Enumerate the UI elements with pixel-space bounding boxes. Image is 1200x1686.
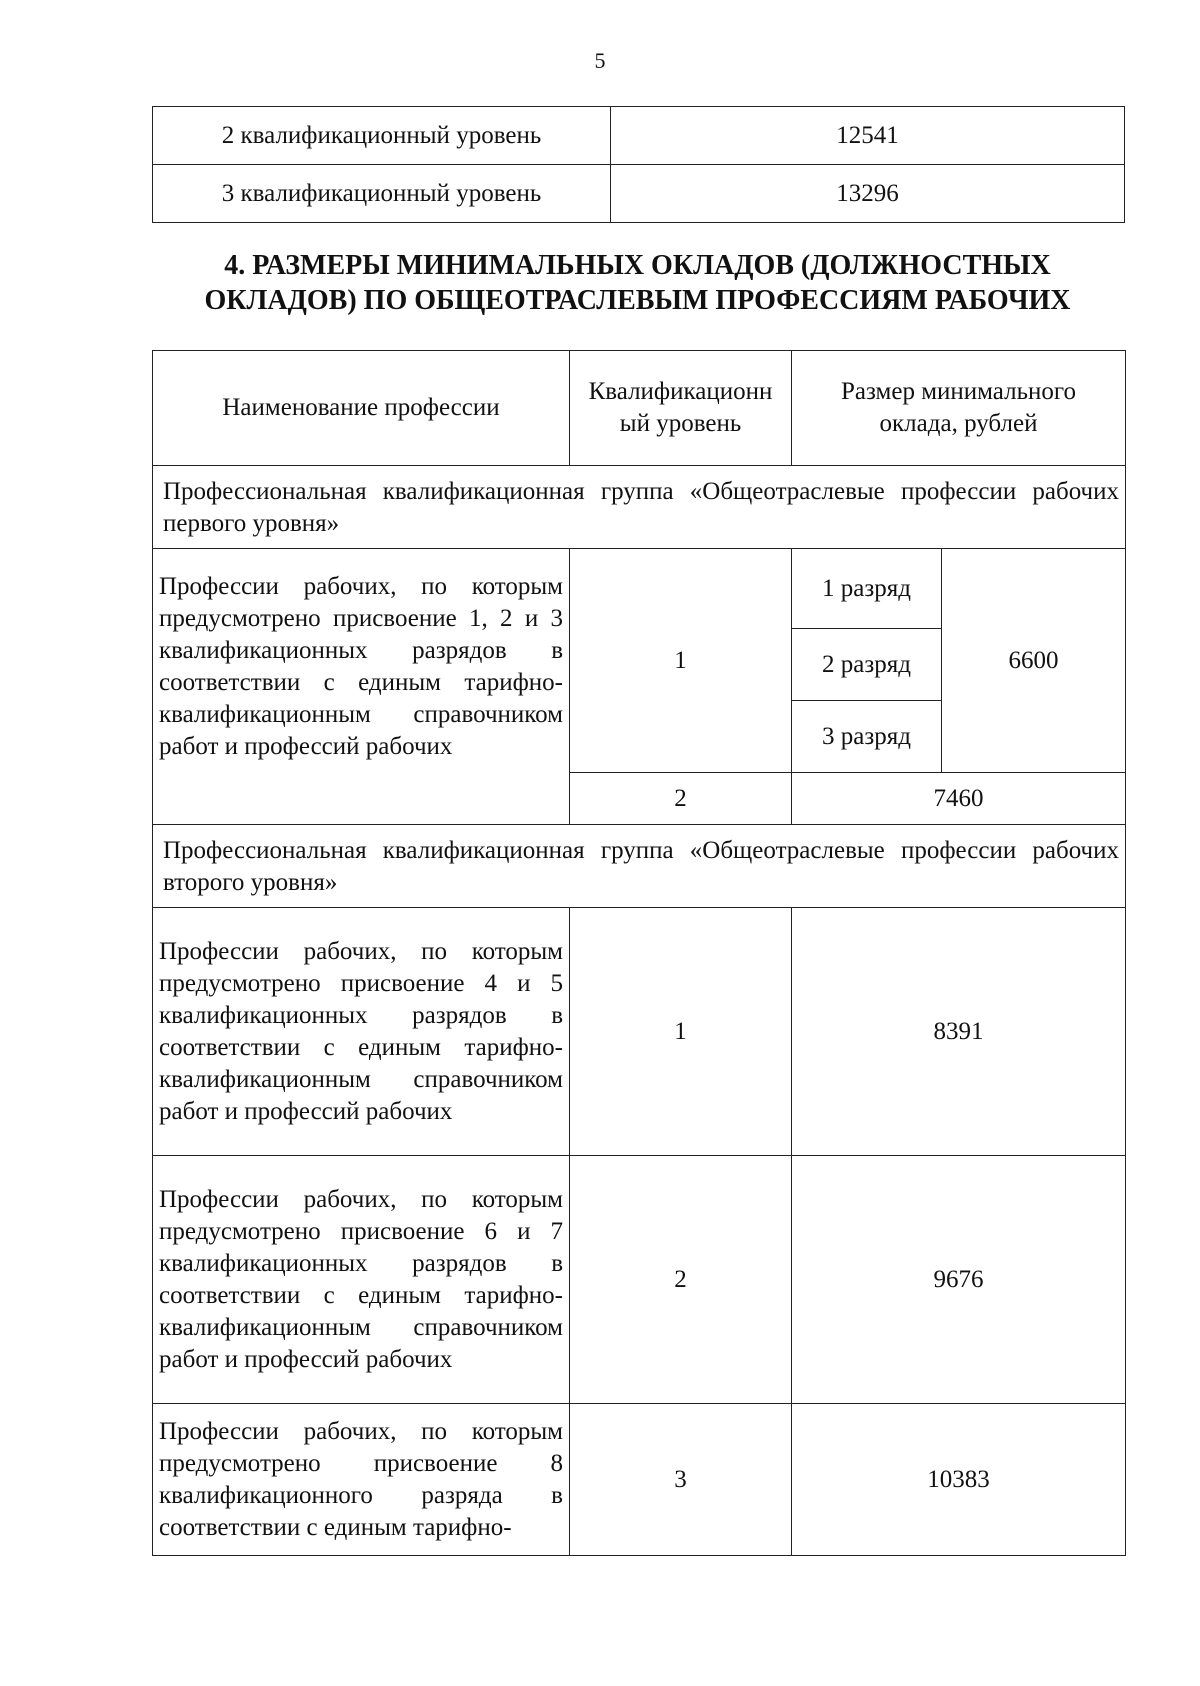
qualification-level: 2 [570, 1156, 792, 1404]
workers-salary-table [152, 350, 1126, 1556]
group-title: Профессиональная квалификационная группа «Общеотраслевые профессии рабочих второго уровня» [153, 825, 1126, 908]
group-title-row [153, 466, 1126, 549]
table-row [153, 107, 1125, 165]
salary-value: 7460 [792, 773, 1126, 825]
level-label: 3 квалификационный уровень [153, 165, 611, 223]
section-heading [150, 248, 1125, 318]
group-title: Профессиональная квалификационная группа «Общеотраслевые профессии рабочих первого уровня» [153, 466, 1126, 549]
profession-description: Профессии рабочих, по которым предусмотрено присвоение 6 и 7 квалификационных разрядов в соответствии с единым тарифно-квалификационным справочником работ и профессий рабочих [153, 1156, 570, 1404]
table-row [153, 908, 1126, 1156]
salary-value: 10383 [792, 1404, 1126, 1556]
salary-value: 9676 [792, 1156, 1126, 1404]
salary-value: 12541 [611, 107, 1125, 165]
page-number: 5 [594, 48, 606, 73]
section-heading-line: ОКЛАДОВ) ПО ОБЩЕОТРАСЛЕВЫМ ПРОФЕССИЯМ РАБОЧИХ [204, 285, 1071, 316]
grade-label: 2 разряд [792, 629, 942, 701]
profession-description: Профессии рабочих, по которым предусмотрено присвоение 8 квалификационного разряда в соответствии с единым тарифно- [153, 1404, 570, 1556]
table-row [153, 549, 1126, 629]
header-profession: Наименование профессии [153, 351, 570, 466]
table-row [153, 1404, 1126, 1556]
salary-value: 13296 [611, 165, 1125, 223]
profession-description: Профессии рабочих, по которым предусмотрено присвоение 1, 2 и 3 квалификационных разрядов в соответствии с единым тарифно-квалификационным справочником работ и профессий рабочих [153, 549, 570, 825]
table-row [153, 1156, 1126, 1404]
qualification-level: 1 [570, 549, 792, 773]
grade-label: 3 разряд [792, 701, 942, 773]
grade-label: 1 разряд [792, 549, 942, 629]
qualification-level: 3 [570, 1404, 792, 1556]
salary-table-continued [152, 106, 1125, 223]
section-heading-line: 4. РАЗМЕРЫ МИНИМАЛЬНЫХ ОКЛАДОВ (ДОЛЖНОСТНЫХ [224, 250, 1051, 281]
header-salary: Размер минимального оклада, рублей [792, 351, 1126, 466]
profession-description: Профессии рабочих, по которым предусмотрено присвоение 4 и 5 квалификационных разрядов в соответствии с единым тарифно-квалификационным справочником работ и профессий рабочих [153, 908, 570, 1156]
qualification-level: 2 [570, 773, 792, 825]
group-title-row [153, 825, 1126, 908]
level-label: 2 квалификационный уровень [153, 107, 611, 165]
salary-value: 8391 [792, 908, 1126, 1156]
qualification-level: 1 [570, 908, 792, 1156]
header-level: Квалификационн ый уровень [570, 351, 792, 466]
table-row [153, 165, 1125, 223]
table-header-row [153, 351, 1126, 466]
salary-value: 6600 [942, 549, 1126, 773]
